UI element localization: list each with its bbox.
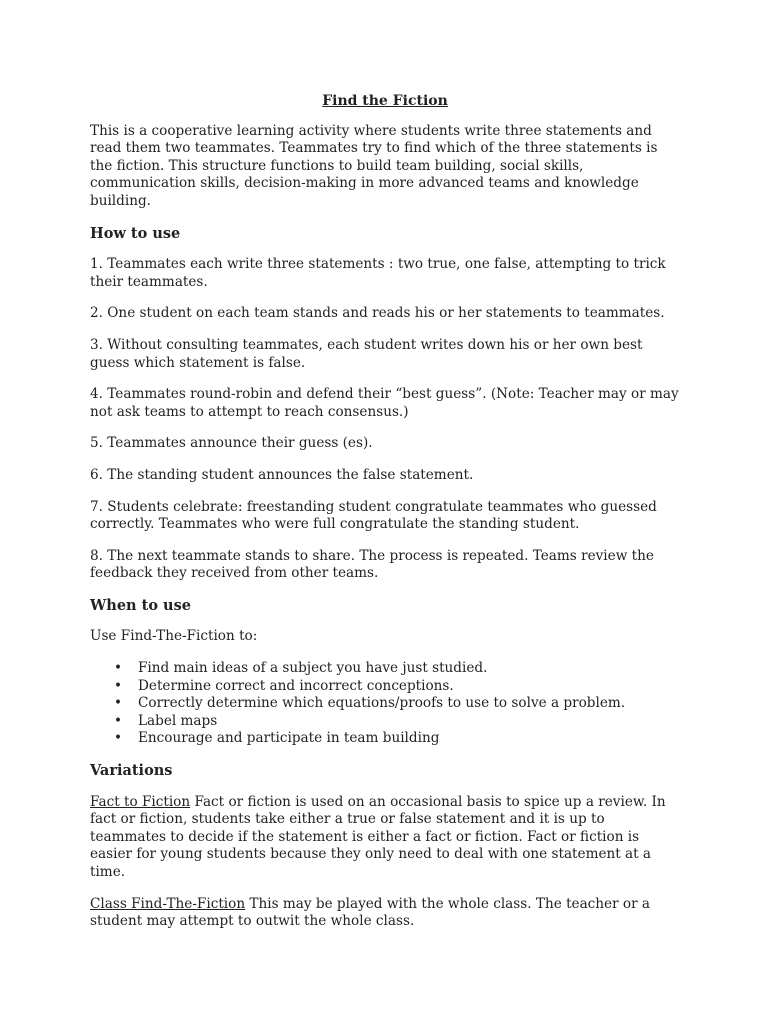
variation-fact-to-fiction	[90, 794, 680, 882]
variation-text: This may be played with the whole class. The teacher or a student may attempt to outwit the whole class.	[90, 895, 651, 930]
step-4: 4. Teammates round-robin and defend their “best guess”. (Note: Teacher may or may not ask teams to attempt to reach consensus.)	[90, 386, 679, 420]
step-3: 3. Without consulting teammates, each student writes down his or her own best guess which statement is false.	[90, 336, 643, 371]
list-item: • Correctly determine which equations/proofs to use to solve a problem.	[114, 695, 680, 713]
step-1: 1. Teammates each write three statements : two true, one false, attempting to trick their teammates.	[90, 256, 666, 290]
list-item: • Determine correct and incorrect conceptions.	[114, 678, 680, 696]
when-to-use-heading: When to use	[90, 596, 191, 614]
variation-name: Class Find-The-Fiction	[90, 895, 246, 912]
step-5: 5. Teammates announce their guess (es).	[90, 435, 373, 452]
document-title: Find the Fiction	[322, 93, 448, 109]
variation-class-find-the-fiction	[90, 896, 680, 931]
list-item: • Label maps	[114, 713, 680, 731]
step-8: 8. The next teammate stands to share. The process is repeated. Teams review the feedback they received from other teams.	[90, 547, 654, 582]
use-cases-list	[90, 660, 680, 748]
step-6: 6. The standing student announces the false statement.	[90, 466, 474, 483]
variations-heading: Variations	[90, 762, 173, 780]
how-to-use-heading: How to use	[90, 224, 181, 242]
variation-name: Fact to Fiction	[90, 793, 191, 810]
when-to-use-lead: Use Find-The-Fiction to:	[90, 628, 258, 645]
list-item: • Encourage and participate in team building	[114, 730, 680, 748]
document-page	[90, 93, 680, 945]
intro-paragraph: This is a cooperative learning activity where students write three statements and read them two teammates. Teammates try to find which of the three statements is the fiction. This structure functions to build team building, social skills, communication skills, decision-making in more advanced teams and knowledge building.	[90, 122, 658, 209]
variation-text: Fact or fiction is used on an occasional basis to spice up a review. In fact or fiction, students take either a true or false statement and it is up to teammates to decide if the statement is either a fact or fiction. Fact or fiction is easier for young students because they only need to deal with one statement at a time.	[90, 793, 666, 880]
list-item: • Find main ideas of a subject you have just studied.	[114, 660, 680, 678]
step-2: 2. One student on each team stands and reads his or her statements to teammates.	[90, 305, 665, 322]
step-7: 7. Students celebrate: freestanding student congratulate teammates who guessed correctly. Teammates who were full congratulate the standing student.	[90, 498, 657, 533]
